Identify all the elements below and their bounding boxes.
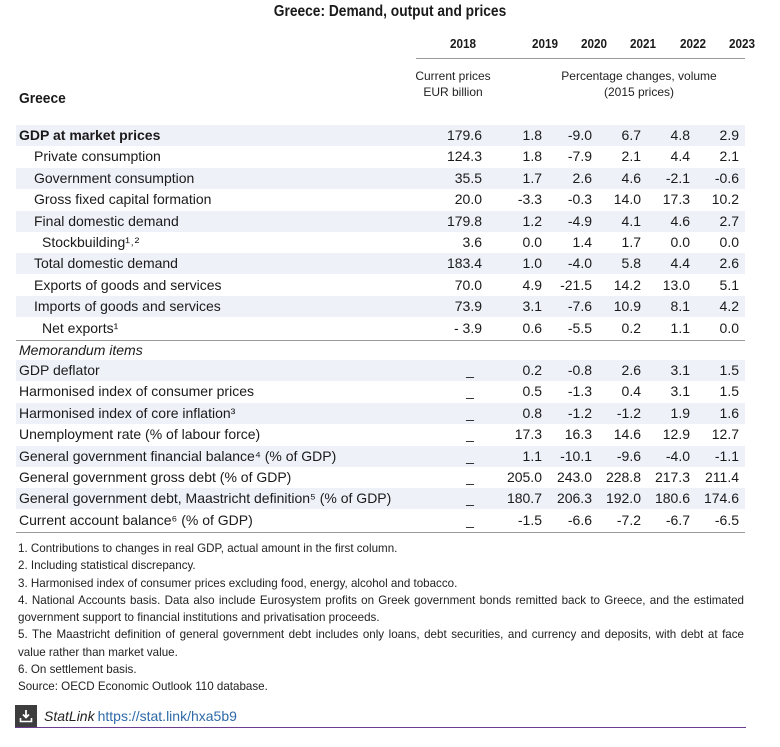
value-cell-2022: 1.9 [670,404,690,421]
row-label: Harmonised index of consumer prices [19,383,254,400]
value-cell-2021: 6.7 [621,127,641,143]
value-cell-2023: -1.1 [714,447,739,464]
value-cell-2022: 12.9 [662,426,690,443]
subheader-line: EUR billion [423,85,483,99]
row-label: GDP deflator [19,362,100,378]
value-cell-2022: 217.3 [654,469,690,485]
value-cell-2023: 2.6 [719,255,739,272]
value-cell-2023: 1.5 [719,362,739,378]
table-row [16,125,745,146]
value-cell-2020: -0.8 [567,362,592,378]
row-label: Exports of goods and services [34,276,222,293]
value-cell-2023: 12.7 [711,426,739,443]
value-cell-2022: -4.0 [665,447,690,464]
value-cell-2023: 1.5 [719,383,739,400]
empty-cell: _ [466,362,474,378]
statlink-url[interactable]: https://stat.link/hxa5b9 [97,708,237,724]
value-cell-2021: 228.8 [605,469,641,485]
year-header-2023: 2023 [728,36,755,51]
table-row [16,403,745,424]
value-cell-2018: 70.0 [454,276,482,293]
subheader-line: Percentage changes, volume [561,69,717,83]
table-row [16,189,745,210]
value-cell-2019: 0.0 [522,234,542,250]
value-cell-2022: 4.4 [670,148,690,165]
table-row [16,168,745,189]
table-row [16,510,745,531]
row-label: Government consumption [34,169,195,186]
value-cell-2022: 17.3 [662,191,690,208]
value-cell-2019: 0.8 [522,404,542,421]
table-title: Greece: Demand, output and prices [273,3,507,20]
value-cell-2021: 14.0 [613,191,641,208]
year-header-2018: 2018 [449,36,476,51]
value-cell-2021: -7.2 [616,511,641,528]
value-cell-2018: 124.3 [446,148,482,165]
value-cell-2018: 179.8 [446,212,482,229]
value-cell-2022: 3.1 [670,383,690,400]
empty-cell: _ [466,511,474,528]
value-cell-2021: -9.6 [616,447,641,464]
value-cell-2023: 0.0 [719,319,739,336]
value-cell-2021: -1.2 [616,404,641,421]
value-cell-2019: 17.3 [514,426,542,443]
value-cell-2020: -0.3 [567,191,592,208]
value-cell-2023: -6.5 [714,511,739,528]
source-note: Source: OECD Economic Outlook 110 database. [18,680,268,694]
value-cell-2020: -6.6 [567,511,592,528]
value-cell-2022: -6.7 [665,511,690,528]
value-cell-2018: 20.0 [454,191,482,208]
table-row [16,146,745,167]
value-cell-2020: -1.3 [567,383,592,400]
table-row [16,424,745,445]
value-cell-2018: 73.9 [454,298,482,315]
value-cell-2023: 2.7 [719,212,739,229]
year-header-2019: 2019 [531,36,558,51]
value-cell-2020: 2.6 [572,169,592,186]
value-cell-2018: 183.4 [446,255,482,272]
value-cell-2020: -7.9 [567,148,592,165]
value-cell-2018: - 3.9 [453,319,482,336]
value-cell-2021: 1.7 [621,234,641,250]
value-cell-2022: 1.1 [670,319,690,336]
value-cell-2023: 4.2 [719,298,739,315]
subheader-line: Current prices [415,69,491,83]
empty-cell: _ [466,404,474,421]
percentage-changes-subheader [536,68,742,100]
footnote: 4. National Accounts basis. Data also include Eurosystem profits on Greek government bonds remitted back to Greece, and the estimated government support to financial institutions and privatisation proceeds. [18,593,744,625]
value-cell-2019: 3.1 [522,298,542,315]
footnote: 1. Contributions to changes in real GDP, actual amount in the first column. [18,542,398,555]
table-row [16,318,745,339]
row-label: Harmonised index of core inflation³ [19,404,236,421]
value-cell-2019: 1.8 [522,127,542,143]
year-header [416,34,755,59]
value-cell-2022: -2.1 [665,169,690,186]
statlink-label: StatLink [44,708,95,724]
value-cell-2020: 16.3 [564,426,592,443]
row-label: General government gross debt (% of GDP) [19,469,292,485]
table-row [16,360,745,381]
row-label: Private consumption [34,148,161,165]
empty-cell: _ [466,447,474,464]
value-cell-2022: 3.1 [670,362,690,378]
table-row [16,275,745,296]
value-cell-2019: -3.3 [517,191,542,208]
value-cell-2023: 2.1 [719,148,739,165]
year-header-2022: 2022 [679,36,706,51]
value-cell-2018: 3.6 [462,234,482,250]
row-label: GDP at market prices [19,127,161,143]
value-cell-2021: 4.6 [621,169,641,186]
row-label: General government debt, Maastricht definition⁵ (% of GDP) [19,490,392,507]
year-header-2020: 2020 [580,36,607,51]
value-cell-2021: 14.2 [613,276,641,293]
value-cell-2018: 179.6 [446,127,482,143]
table-row [16,232,745,253]
empty-cell: _ [466,426,474,443]
value-cell-2018: 35.5 [454,169,482,186]
value-cell-2019: 180.7 [506,490,542,507]
row-label: Stockbuilding¹˒² [42,234,140,250]
value-cell-2021: 0.2 [621,319,641,336]
table-row [16,467,745,488]
value-cell-2020: -5.5 [567,319,592,336]
current-prices-subheader [414,68,492,100]
footnote: 6. On settlement basis. [18,663,137,677]
value-cell-2019: 0.6 [522,319,542,336]
table-row [16,253,745,274]
value-cell-2023: -0.6 [714,169,739,186]
footnote: 3. Harmonised index of consumer prices excluding food, energy, alcohol and tobacco. [18,576,458,590]
table-row [16,446,745,467]
value-cell-2023: 1.6 [719,404,739,421]
row-label: Imports of goods and services [34,298,221,315]
year-header-2021: 2021 [629,36,656,51]
value-cell-2023: 174.6 [703,490,739,507]
value-cell-2022: 4.6 [670,212,690,229]
value-cell-2020: 243.0 [556,469,592,485]
value-cell-2023: 2.9 [719,127,739,143]
value-cell-2019: 1.7 [522,169,542,186]
value-cell-2022: 13.0 [662,276,690,293]
row-label: Net exports¹ [42,319,119,336]
row-label: Gross fixed capital formation [34,191,212,208]
value-cell-2023: 211.4 [705,469,739,485]
row-label: General government financial balance⁴ (% of GDP) [19,447,337,464]
value-cell-2020: -21.5 [560,276,592,293]
value-cell-2019: 1.0 [522,255,542,272]
value-cell-2020: -10.1 [560,447,592,464]
table-bottom-rule [16,532,745,533]
value-cell-2021: 2.6 [621,362,641,378]
empty-cell: _ [466,469,474,485]
value-cell-2020: -7.6 [567,298,592,315]
empty-cell: _ [466,490,474,507]
value-cell-2019: 1.2 [522,212,542,229]
value-cell-2022: 4.8 [670,127,690,143]
memorandum-title: Memorandum items [19,342,143,358]
value-cell-2021: 10.9 [613,298,641,315]
country-label: Greece [19,90,66,107]
value-cell-2022: 180.6 [654,490,690,507]
value-cell-2023: 0.0 [719,234,739,250]
subheader-line: (2015 prices) [603,85,675,99]
table-row [16,211,745,232]
empty-cell: _ [466,383,474,400]
value-cell-2021: 2.1 [621,148,641,165]
value-cell-2021: 14.6 [613,426,641,443]
row-label: Current account balance⁶ (% of GDP) [19,511,253,528]
value-cell-2021: 192.0 [605,490,641,507]
row-label: Total domestic demand [34,255,178,272]
value-cell-2021: 0.4 [621,383,641,400]
table-row [16,488,745,509]
value-cell-2020: -4.0 [567,255,592,272]
footnote: 2. Including statistical discrepancy. [18,559,196,573]
value-cell-2019: 4.9 [522,276,542,293]
table-row [16,381,745,402]
value-cell-2021: 5.8 [621,255,641,272]
value-cell-2020: -1.2 [567,404,592,421]
value-cell-2019: 0.2 [522,362,542,378]
table-row [16,296,745,317]
footnote: 5. The Maastricht definition of general government debt includes only loans, debt securities, and currency and deposits, with debt at face value rather than market value. [18,628,744,659]
row-label: Unemployment rate (% of labour force) [19,426,261,443]
statlink[interactable] [15,705,237,727]
value-cell-2020: -4.9 [567,212,592,229]
value-cell-2019: -1.5 [517,511,542,528]
value-cell-2019: 205.0 [506,469,542,485]
value-cell-2019: 1.8 [522,148,542,165]
value-cell-2019: 1.1 [522,447,542,464]
row-label: Final domestic demand [34,212,179,229]
value-cell-2022: 4.4 [670,255,690,272]
value-cell-2019: 0.5 [522,383,542,400]
download-icon[interactable] [15,705,37,727]
bottom-rule [15,727,746,728]
value-cell-2020: -9.0 [567,127,592,143]
value-cell-2023: 5.1 [719,276,739,293]
value-cell-2022: 8.1 [670,298,690,315]
value-cell-2021: 4.1 [621,212,641,229]
value-cell-2020: 206.3 [556,490,592,507]
value-cell-2022: 0.0 [670,234,690,250]
value-cell-2023: 10.2 [711,191,739,208]
value-cell-2020: 1.4 [572,234,592,250]
footnotes [18,540,744,696]
